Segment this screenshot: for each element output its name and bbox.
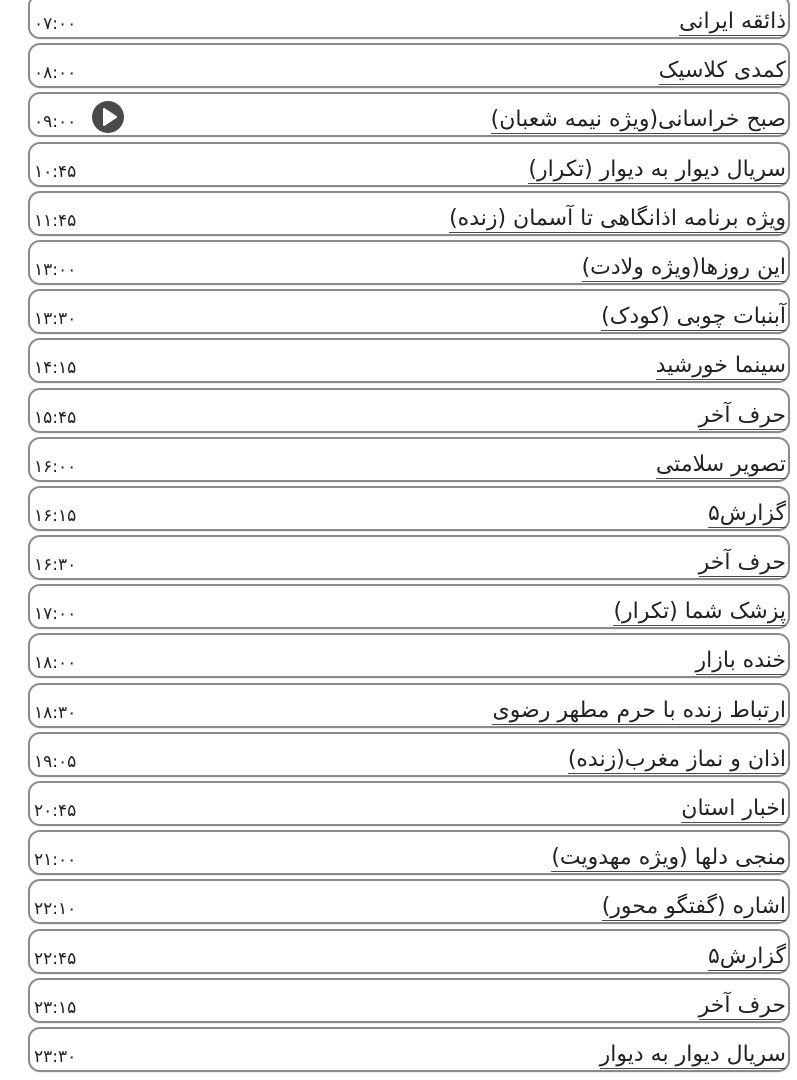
schedule-row[interactable] [28, 338, 790, 383]
program-time: ۲۳:۳۰ [34, 1046, 77, 1067]
program-time: ۱۷:۰۰ [34, 604, 77, 625]
program-time: ۲۳:۱۵ [34, 997, 77, 1018]
program-title[interactable]: منجی دلها (ویژه مهدویت) [551, 845, 786, 871]
schedule-row[interactable] [28, 929, 790, 974]
program-title[interactable]: ویژه برنامه اذانگاهی تا آسمان (زنده) [449, 205, 786, 231]
program-time: ۲۲:۴۵ [34, 948, 77, 969]
schedule-row[interactable] [28, 584, 790, 629]
schedule-row[interactable] [28, 1027, 790, 1072]
program-title[interactable]: ارتباط زنده با حرم مطهر رضوی [492, 697, 786, 723]
program-time: ۱۶:۱۵ [34, 505, 77, 526]
schedule-row[interactable] [28, 240, 790, 285]
program-title[interactable]: گزارش۵ [707, 500, 786, 526]
schedule-row[interactable] [28, 633, 790, 678]
program-time: ۱۳:۳۰ [34, 309, 77, 330]
program-title[interactable]: سینما خورشید [655, 353, 786, 379]
program-title[interactable]: سریال دیوار به دیوار [599, 1041, 786, 1067]
program-title[interactable]: گزارش۵ [707, 943, 786, 969]
program-title[interactable]: حرف آخر [698, 992, 786, 1018]
program-title[interactable]: پزشک شما (تکرار) [613, 599, 786, 625]
schedule-row[interactable] [28, 43, 790, 88]
play-circle-icon[interactable] [92, 101, 124, 133]
program-time: ۲۲:۱۰ [34, 899, 77, 920]
program-title[interactable]: سریال دیوار به دیوار (تکرار) [528, 156, 786, 182]
program-time: ۱۵:۴۵ [34, 407, 77, 428]
program-title[interactable]: صبح خراسانی(ویژه نیمه شعبان) [490, 107, 786, 133]
schedule-row[interactable] [28, 437, 790, 482]
program-title[interactable]: این روزها(ویژه ولادت) [581, 254, 786, 280]
schedule-row[interactable] [28, 289, 790, 334]
schedule-row[interactable] [28, 978, 790, 1023]
program-title[interactable]: اشاره (گفتگو محور) [601, 894, 786, 920]
schedule-row[interactable] [28, 142, 790, 187]
program-title[interactable]: اخبار استان [681, 796, 786, 821]
program-time: ۱۱:۴۵ [34, 210, 77, 231]
schedule-row[interactable] [28, 732, 790, 777]
schedule-row[interactable] [28, 388, 790, 433]
program-time: ۰۷:۰۰ [34, 14, 77, 34]
schedule-row[interactable] [28, 879, 790, 924]
schedule-row[interactable] [28, 92, 790, 137]
program-title[interactable]: خنده بازار [695, 648, 786, 674]
program-time: ۱۴:۱۵ [34, 358, 77, 379]
schedule-row[interactable] [28, 535, 790, 580]
program-title[interactable]: آبنبات چوبی (کودک) [601, 304, 786, 330]
schedule-row[interactable] [28, 830, 790, 875]
program-time: ۱۸:۳۰ [34, 702, 77, 723]
program-time: ۰۹:۰۰ [34, 112, 77, 133]
schedule-row[interactable] [28, 683, 790, 728]
program-title[interactable]: حرف آخر [698, 550, 786, 576]
program-time: ۱۶:۳۰ [34, 555, 77, 576]
program-title[interactable]: کمدی کلاسیک [658, 58, 786, 84]
schedule-row[interactable] [28, 191, 790, 236]
program-time: ۲۱:۰۰ [34, 850, 77, 871]
program-time: ۱۰:۴۵ [34, 161, 77, 182]
program-title[interactable]: اذان و نماز مغرب(زنده) [567, 746, 786, 772]
program-title[interactable]: حرف آخر [698, 402, 786, 428]
program-time: ۱۶:۰۰ [34, 456, 77, 477]
program-time: ۰۸:۰۰ [34, 63, 77, 84]
program-title[interactable]: ذائقه ایرانی [679, 9, 786, 34]
program-time: ۱۹:۰۵ [34, 751, 77, 772]
schedule-row[interactable] [28, 0, 790, 39]
schedule-row[interactable] [28, 486, 790, 531]
program-time: ۱۳:۰۰ [34, 259, 77, 280]
program-title[interactable]: تصویر سلامتی [655, 451, 786, 477]
program-time: ۱۸:۰۰ [34, 653, 77, 674]
schedule-row[interactable] [28, 781, 790, 826]
program-time: ۲۰:۴۵ [34, 801, 77, 821]
